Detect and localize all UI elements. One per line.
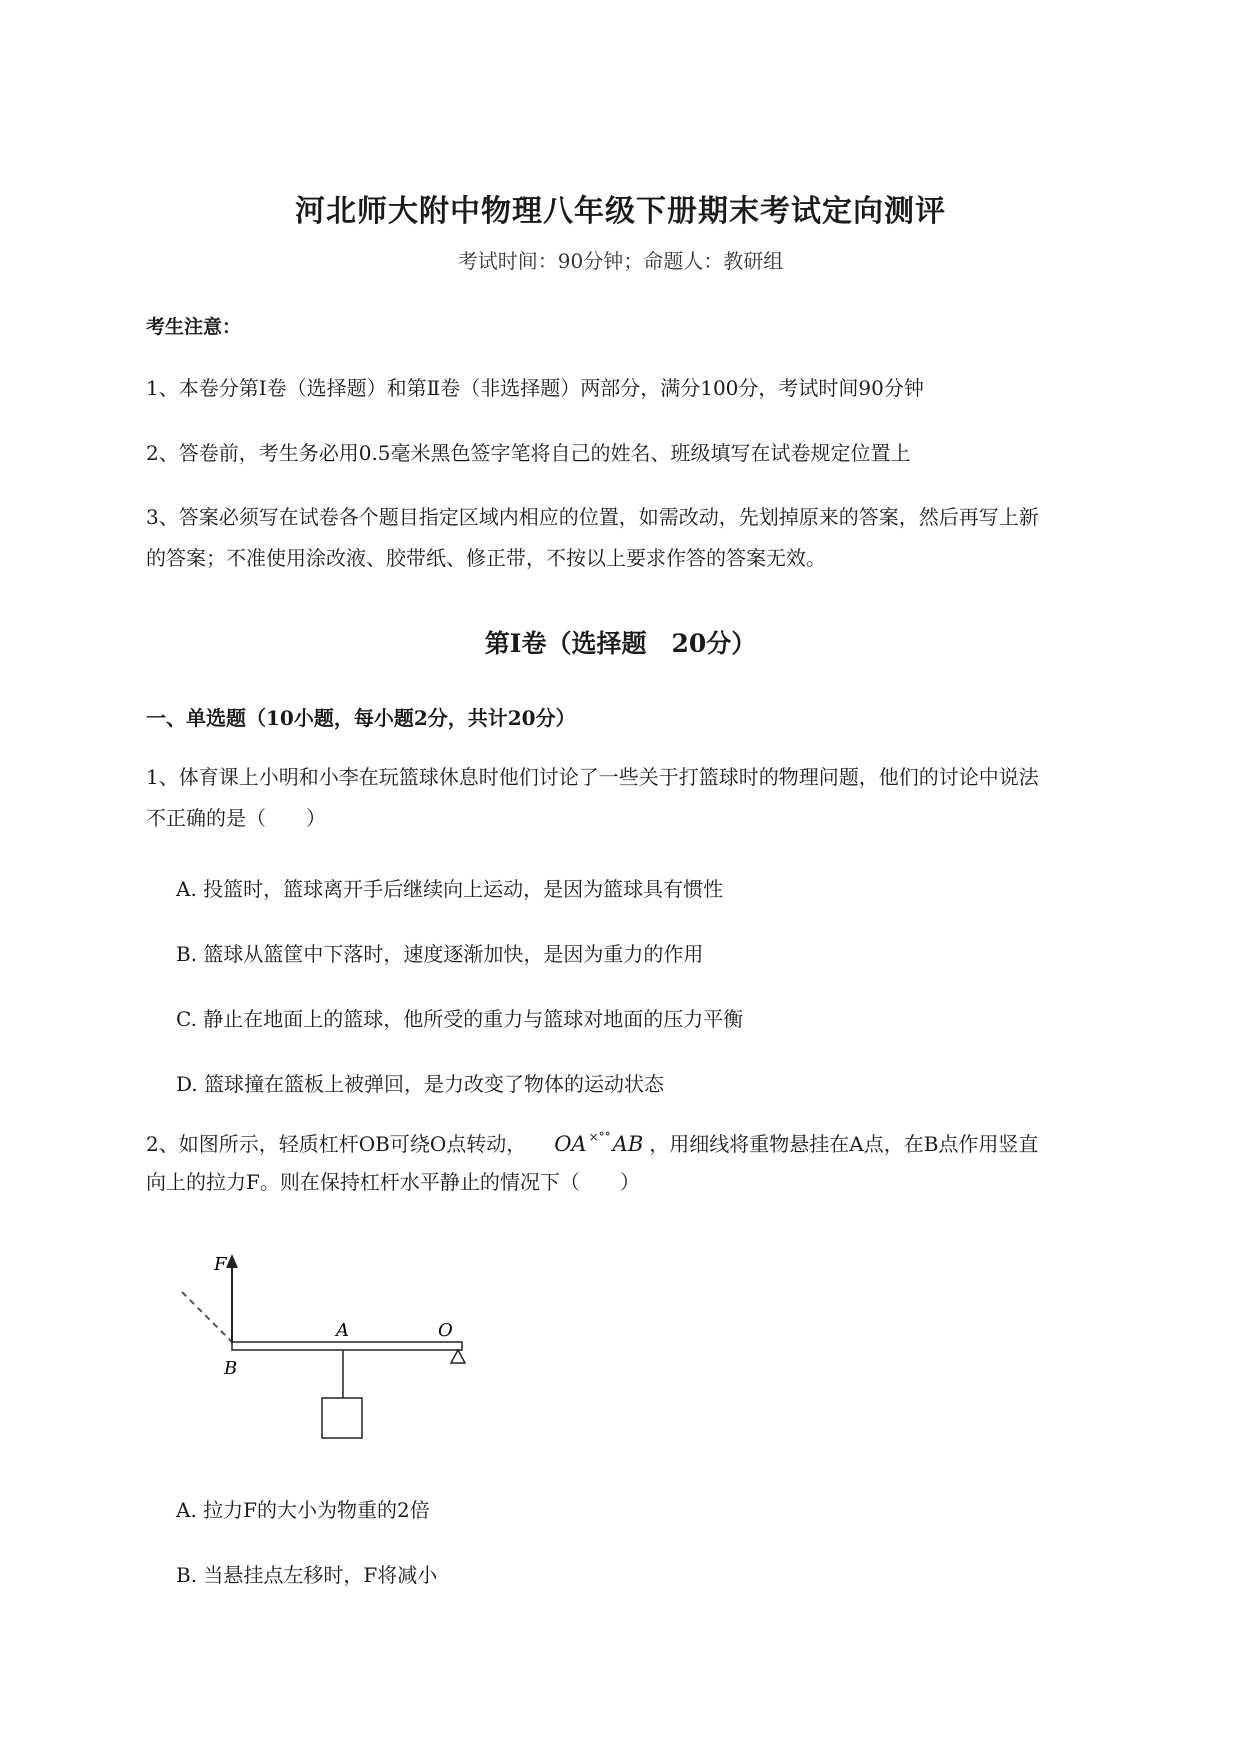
notice-heading: 考生注意： — [146, 316, 242, 338]
page-title: 河北师大附中物理八年级下册期末考试定向测评 — [295, 194, 946, 229]
question-1-option-d[interactable]: D. 篮球撞在篮板上被弹回，是力改变了物体的运动状态 — [176, 1072, 665, 1096]
question-2-text-pre: 2、如图所示，轻质杠杆OB可绕O点转动， — [146, 1132, 527, 1156]
question-2-formula — [554, 1132, 643, 1156]
force-arrow-head — [226, 1254, 238, 1268]
weight-block — [322, 1398, 362, 1438]
lever-diagram — [170, 1250, 470, 1450]
lever-bar — [232, 1342, 462, 1350]
question-2-option-b[interactable]: B. 当悬挂点左移时，F将减小 — [176, 1563, 438, 1587]
question-1-option-b[interactable]: B. 篮球从篮筐中下落时，速度逐渐加快，是因为重力的作用 — [176, 942, 704, 966]
question-1-line-1: 1、体育课上小明和小李在玩篮球休息时他们讨论了一些关于打篮球时的物理问题，他们的讨论中说法 — [146, 765, 1039, 789]
label-b: B — [224, 1358, 238, 1379]
label-a: A — [336, 1320, 349, 1341]
notice-item-3-line-1: 3、答案必须写在试卷各个题目指定区域内相应的位置，如需改动，先划掉原来的答案，然后再写上新 — [146, 505, 1039, 529]
section-title: 第Ⅰ卷（选择题 20分） — [484, 629, 757, 658]
question-2-option-a[interactable]: A. 拉力F的大小为物重的2倍 — [176, 1498, 430, 1522]
label-f: F — [214, 1254, 227, 1275]
pivot-triangle — [451, 1350, 465, 1363]
question-2-text-post: ，用细线将重物悬挂在A点，在B点作用竖直 — [649, 1132, 1039, 1156]
formula-symbol: ×°° — [588, 1130, 611, 1144]
notice-item-1: 1、本卷分第Ⅰ卷（选择题）和第Ⅱ卷（非选择题）两部分，满分100分，考试时间90分钟 — [146, 376, 924, 400]
part-heading: 一、单选题（10小题，每小题2分，共计20分） — [146, 706, 576, 730]
label-o: O — [438, 1320, 453, 1341]
question-1-line-2: 不正确的是（ ） — [146, 806, 326, 830]
question-1-option-a[interactable]: A. 投篮时，篮球离开手后继续向上运动，是因为篮球具有惯性 — [176, 877, 724, 901]
formula-left: OA — [554, 1132, 587, 1156]
notice-item-2: 2、答卷前，考生务必用0.5毫米黑色签字笔将自己的姓名、班级填写在试卷规定位置上 — [146, 441, 911, 465]
exam-info: 考试时间：90分钟；命题人：教研组 — [457, 249, 784, 273]
notice-item-3-line-2: 的答案；不准使用涂改液、胶带纸、修正带，不按以上要求作答的答案无效。 — [146, 546, 826, 570]
formula-right: AB — [612, 1132, 644, 1156]
question-2-line-1 — [146, 1131, 1038, 1155]
dashed-line — [182, 1292, 232, 1342]
question-2-line-2: 向上的拉力F。则在保持杠杆水平静止的情况下（ ） — [146, 1170, 640, 1194]
question-1-option-c[interactable]: C. 静止在地面上的篮球，他所受的重力与篮球对地面的压力平衡 — [176, 1007, 744, 1031]
